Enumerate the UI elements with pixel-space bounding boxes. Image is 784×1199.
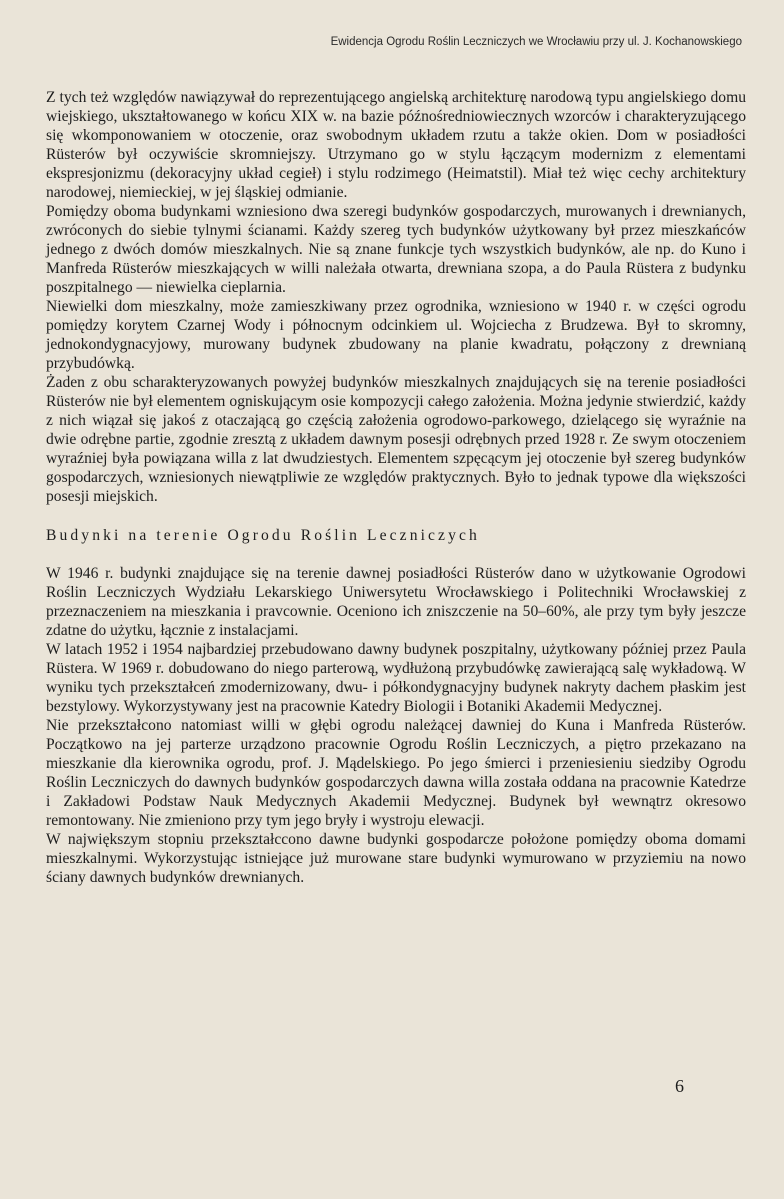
paragraph: Żaden z obu scharakteryzowanych powyżej budynków mieszkalnych znajdujących się na terenie posiadłości Rüsterów nie był elementem ogniskującym osie kompozycji całego założenia. Można jedynie stwierdzić, każdy z nich wiązał się jakoś z otaczającą go częścią założenia ogrodowo-parkowego, dzielącego się wyraźnie na dwie odrębne partie, zgodnie zresztą z układem dawnym posesji odrębnych przed 1928 r. Ze swym otoczeniem wyraźniej była powiązana willa z lat dwudziestych. Elementem szpęcącym jej otoczenie był szereg budynków gospodarczych, wzniesionych niewątpliwie ze względów praktycznych. Było to jednak typowe dla większości posesji miejskich. xyxy=(46,374,746,505)
paragraph: W 1946 r. budynki znajdujące się na terenie dawnej posiadłości Rüsterów dano w użytkowanie Ogrodowi Roślin Leczniczych Wydziału Lekarskiego Uniwersytetu Wrocławskiego i Politechniki Wrocławskiej z przeznaczeniem na mieszkania i pravcownie. Oceniono ich zniszczenie na 50–60%, ale przy tym były jeszcze zdatne do użytku, łącznie z instalacjami. xyxy=(46,565,746,639)
page-number: 6 xyxy=(675,1076,684,1096)
paragraph: W największym stopniu przekształccono dawne budynki gospodarcze położone pomiędzy oboma domami mieszkalnymi. Wykorzystując istniejące już murowane stare budynki wymurowano w przyziemiu na nowo ściany dawnych budynków drewnianych. xyxy=(46,831,746,886)
running-header: Ewidencja Ogrodu Roślin Leczniczych we Wrocławiu przy ul. J. Kochanowskiego xyxy=(330,36,742,48)
body-text xyxy=(46,88,746,887)
paragraph: Pomiędzy oboma budynkami wzniesiono dwa szeregi budynków gospodarczych, murowanych i drewnianych, zwróconych do siebie tylnymi ścianami. Każdy szereg tych budynków użytkowany był przez mieszkańców jednego z dwóch domów mieszkalnych. Nie są znane funkcje tych wszystkich budynków, ale np. do Kuno i Manfreda Rüsterów mieszkających w willi należała otwarta, drewniana szopa, a do Paula Rüstera z budynku poszpitalnego — niewielka cieplarnia. xyxy=(46,203,746,296)
paragraph: Nie przekształcono natomiast willi w głębi ogrodu należącej dawniej do Kuna i Manfreda Rüsterów. Początkowo na jej parterze urządzono pracownie Ogrodu Roślin Leczniczych, a piętro przekazano na mieszkanie dla kierownika ogrodu, prof. J. Mądelskiego. Po jego śmierci i przeniesieniu siedziby Ogrodu Roślin Leczniczych do dawnych budynków gospodarczych dawna willa została oddana na pracownie Katedrze i Zakładowi Podstaw Nauk Medycznych Akademii Medycznej. Budynek był wewnątrz okresowo remontowany. Nie zmieniono przy tym jego bryły i wystroju elewacji. xyxy=(46,717,746,829)
paragraph: W latach 1952 i 1954 najbardziej przebudowano dawny budynek poszpitalny, użytkowany później przez Paula Rüstera. W 1969 r. dobudowano do niego parterową, wydłużoną przybudówkę zawierającą salę wykładową. W wyniku tych przekształceń zmodernizowany, dwu- i półkondygnacyjny budynek nakryty dachem płaskim jest bezstylowy. Wykorzystywany jest na pracownie Katedry Biologii i Botaniki Akademii Medycznej. xyxy=(46,641,746,715)
paragraph: Z tych też względów nawiązywał do reprezentującego angielską architekturę narodową typu angielskiego domu wiejskiego, ukształtowanego w końcu XIX w. na bazie późnośredniowiecznych wzorców i charakteryzującego się wkomponowaniem w otoczenie, oraz swobodnym układem rzutu a także okien. Dom w posiadłości Rüsterów był oczywiście skromniejszy. Utrzymano go w stylu łączącym modernizm z elementami ekspresjonizmu (dekoracyjny układ cegieł) i stylu rodzimego (Heimatstil). Miał też więc cechy architektury narodowej, niemieckiej, w jej śląskiej odmianie. xyxy=(46,89,746,201)
paragraph: Niewielki dom mieszkalny, może zamieszkiwany przez ogrodnika, wzniesiono w 1940 r. w części ogrodu pomiędzy korytem Czarnej Wody i północnym odcinkiem ul. Wojciecha z Brudzewa. Był to skromny, jednokondygnacyjowy, murowany budynek zbudowany na planie kwadratu, połączony z drewnianą przybudówką. xyxy=(46,298,746,372)
section-heading: Budynki na terenie Ogrodu Roślin Leczniczych xyxy=(46,527,480,544)
